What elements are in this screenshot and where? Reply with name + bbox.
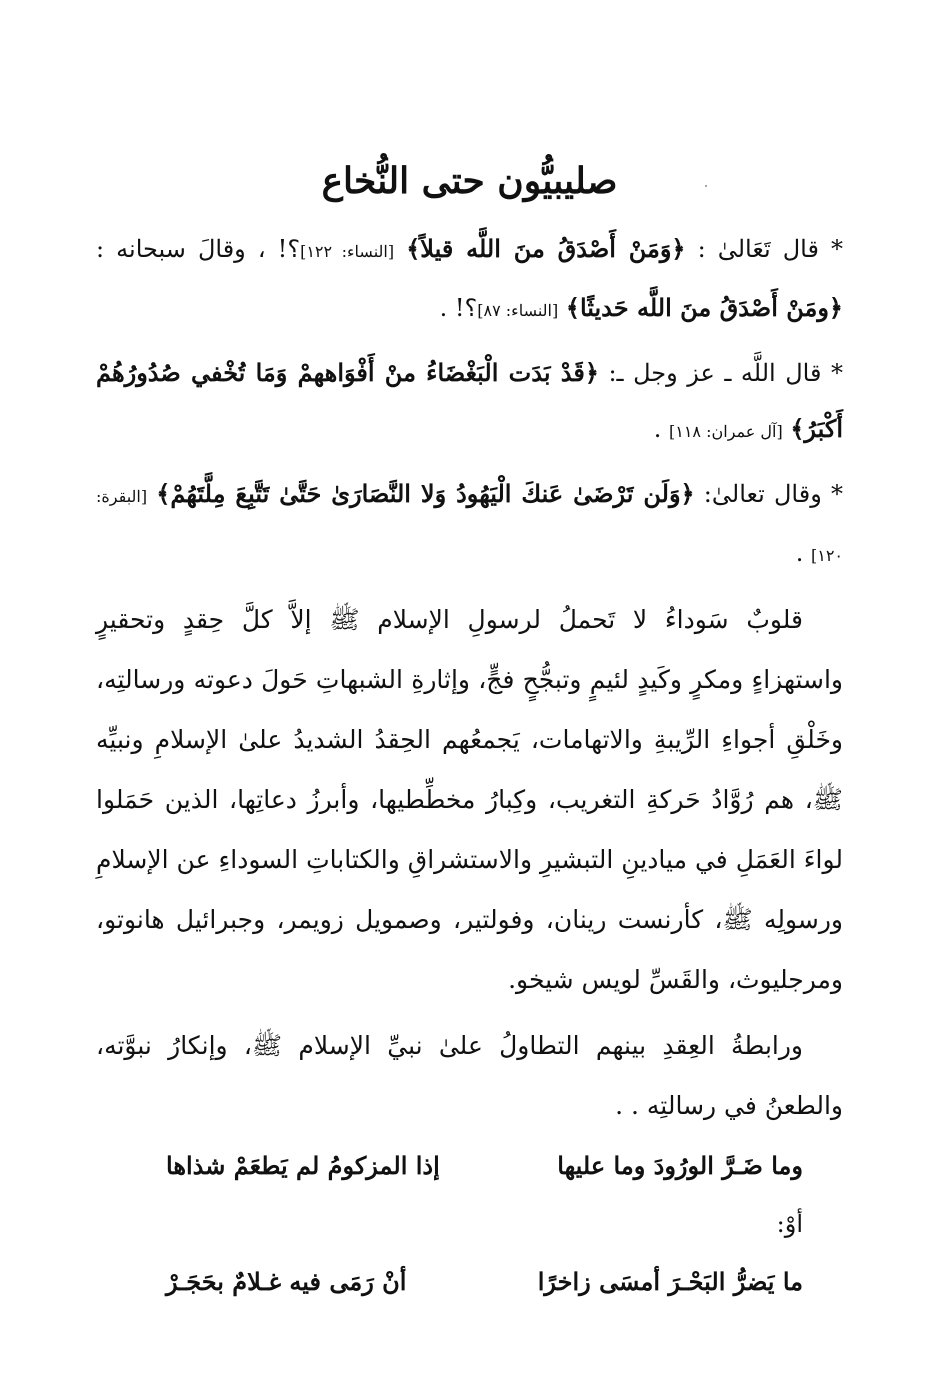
quote-block-1 bbox=[96, 221, 843, 339]
body-paragraph: ورابطةُ العِقدِ بينهم التطاولُ علىٰ نبيِّ الإسلام ﷺ، وإنكارُ نبوَّته، والطعنُ في رسالتِه . . bbox=[96, 1031, 843, 1121]
poem-second-hemistich: أنْ رَمَى فيه غـلامٌ بحَجَـرْ bbox=[166, 1267, 407, 1297]
verse-reference: [البقرة: ١٢٠] bbox=[96, 487, 843, 566]
quote-end: . bbox=[653, 415, 669, 444]
page-speck bbox=[705, 185, 707, 187]
quote-end: ؟! . bbox=[439, 294, 478, 323]
quran-verse: ﴿قَدْ بَدَت الْبَغْضَاءُ منْ أَفْوَاههمْ وَمَا تُخْفي صُدُورُهُمْ أَكْبَرُ﴾ bbox=[96, 358, 843, 444]
verse-reference: [آل عمران: ١١٨] bbox=[668, 422, 783, 442]
quran-verse: ﴿ومَنْ أَصْدَقُ منَ اللَّه حَديثًا﴾ bbox=[565, 293, 843, 323]
quote-block-3 bbox=[96, 466, 843, 584]
poem-first-hemistich: ما يَضرُّ البَحْـرَ أمسَى زاخرًا bbox=[537, 1267, 803, 1297]
poem-verse-2 bbox=[96, 1252, 843, 1312]
quote-end: . bbox=[795, 539, 811, 568]
poem-first-hemistich: وما ضَـرَّ الورُودَ وما عليها bbox=[557, 1151, 803, 1181]
poem-verse-1 bbox=[96, 1136, 843, 1196]
quote-block-2 bbox=[96, 345, 843, 460]
poem-or: أوْ: bbox=[776, 1210, 803, 1239]
quote-intro: * قال تَعَالىٰ : bbox=[685, 235, 844, 264]
body-paragraph: قلوبٌ سَوداءُ لا تَحملُ لرسولِ الإسلام ﷺ إلاَّ كلَّ حِقدٍ وتحقيرٍ واستهزاءٍ ومكرٍ وكَيدٍ لئيمٍ وتبجُّحٍ فجٍّ، وإثارةِ الشبهاتِ حَولَ دعوته ورسالتِه، وخَلْقِ أجواءِ الرِّيبةِ والاتهامات، يَجمعُهم الحِقدُ الشديدُ علىٰ الإسلامِ ونبيِّه ﷺ، هم رُوَّادُ حَركةِ التغريب، وكِبارُ مخطِّطيها، وأبرزُ دعاتِها، الذين حَمَلوا لواءَ العَمَلِ في ميادينِ التبشيرِ والاستشراقِ والكتاباتِ السوداءِ عن الإسلامِ ورسولِه ﷺ، كأرنست رينان، وفولتير، وصمويل زويمر، وجبرائيل هانوتو، ومرجليوث، والقَسِّ لويس شيخو. bbox=[96, 605, 843, 995]
quote-middle: ؟! ، وقالَ سبحانه : bbox=[96, 235, 301, 264]
verse-reference: [النساء: ٨٧] bbox=[477, 301, 559, 321]
verse-reference: [النساء: ١٢٢] bbox=[300, 242, 395, 262]
page-title: صليبيُّون حتى النُّخاع bbox=[321, 160, 618, 202]
quran-verse: ﴿وَمَنْ أَصْدَقُ منَ اللَّه قيلاً﴾ bbox=[406, 234, 686, 264]
quote-intro: * وقال تعالىٰ: bbox=[694, 480, 843, 509]
quote-intro: * قال اللَّه ـ عز وجل ـ: bbox=[598, 359, 844, 388]
quran-verse: ﴿وَلَن تَرْضَىٰ عَنكَ الْيَهُودُ وَلا النَّصَارَىٰ حَتَّىٰ تَتَّبِعَ مِلَّتَهُمْ﴾ bbox=[156, 479, 695, 509]
poem-second-hemistich: إذا المزكومُ لم يَطعَمْ شذاها bbox=[166, 1151, 440, 1181]
